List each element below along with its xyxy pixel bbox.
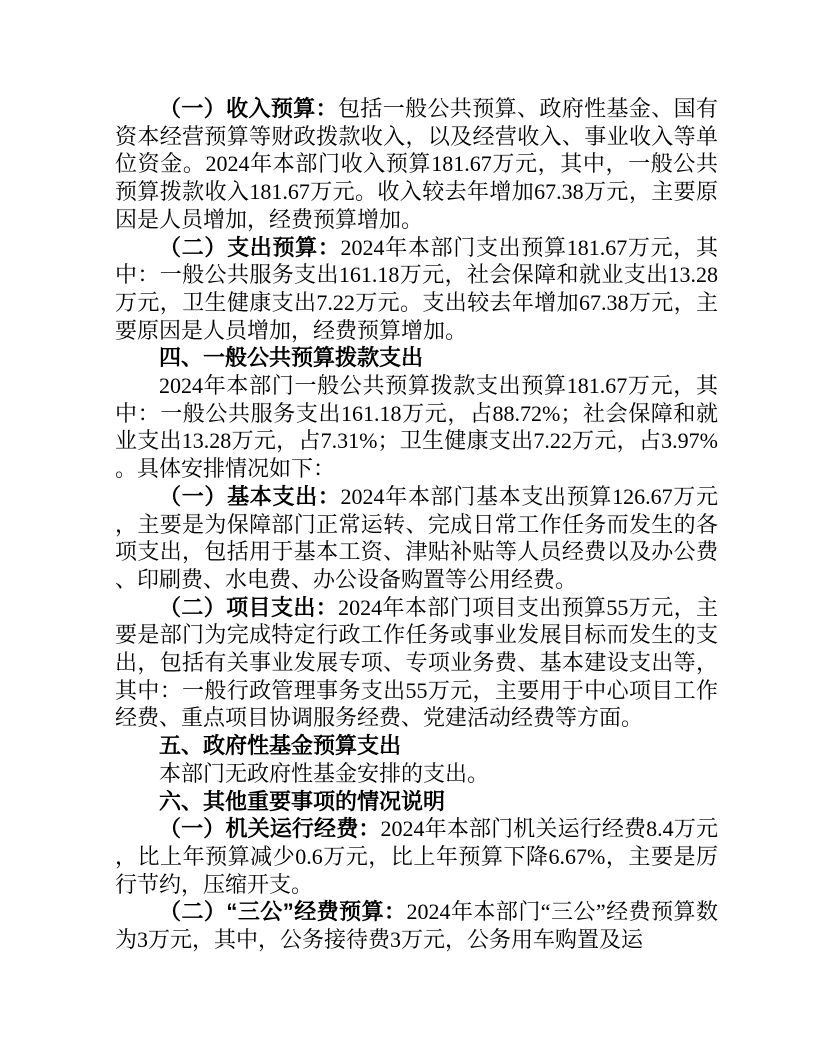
section-heading-government-fund: 五、政府性基金预算支出: [159, 733, 402, 759]
paragraph-text-expenditure-budget: 2024年本部门支出预算181.67万元，其中：一般公共服务支出161.18万元，社会保障和就业支出13.28万元，卫生健康支出7.22万元。支出较去年增加67.38万元，主要原因是人员增加，经费预算增加。: [115, 234, 718, 343]
paragraph-expenditure-budget: [115, 234, 718, 345]
paragraph-basic-expenditure: [115, 483, 718, 594]
paragraph-text-project-expenditure: 2024年本部门项目支出预算55万元，主要是部门为完成特定行政工作任务或事业发展目标而发生的支出，包括有关事业发展专项、专项业务费、基本建设支出等，其中：一般行政管理事务支出55万元，主要用于中心项目工作经费、重点项目协调服务经费、党建活动经费等方面。: [115, 594, 718, 731]
paragraph-text-income-budget: 包括一般公共预算、政府性基金、国有资本经营预算等财政拨款收入，以及经营收入、事业收入等单位资金。2024年本部门收入预算181.67万元，其中，一般公共预算拨款收入181.67万元。收入较去年增加67.38万元，主要原因是人员增加，经费预算增加。: [115, 96, 718, 232]
paragraph-government-fund: 本部门无政府性基金安排的支出。: [159, 760, 490, 786]
paragraph-operating-funds: [115, 815, 718, 898]
paragraph-lead-expenditure-budget: （二）支出预算：: [159, 234, 341, 260]
section-heading-public-budget-expenditure: 四、一般公共预算拨款支出: [159, 345, 424, 371]
paragraph-text-operating-funds: 2024年本部门机关运行经费8.4万元，比上年预算减少0.6万元，比上年预算下降6.67%，主要是厉行节约，压缩开支。: [115, 816, 718, 897]
section-heading-other-matters: 六、其他重要事项的情况说明: [159, 788, 446, 814]
paragraph-public-budget-detail: 2024年本部门一般公共预算拨款支出预算181.67万元，其中：一般公共服务支出161.18万元，占88.72%；社会保障和就业支出13.28万元，占7.31%；卫生健康支出7.22万元，占3.97%。具体安排情况如下：: [115, 373, 718, 482]
paragraph-text-three-public-funds: 2024年本部门“三公”经费预算数为3万元，其中，公务接待费3万元，公务用车购置及运: [115, 899, 718, 953]
paragraph-three-public-funds: [115, 898, 718, 953]
paragraph-lead-income-budget: （一）收入预算：: [159, 96, 338, 121]
paragraph-lead-project-expenditure: （二）项目支出：: [159, 594, 339, 620]
paragraph-lead-operating-funds: （一）机关运行经费：: [159, 816, 381, 842]
paragraph-lead-basic-expenditure: （一）基本支出：: [159, 483, 341, 509]
paragraph-project-expenditure: [115, 594, 718, 733]
paragraph-income-budget: [115, 95, 718, 234]
paragraph-lead-three-public-funds: （二）“三公”经费预算：: [159, 899, 407, 925]
paragraph-text-basic-expenditure: 2024年本部门基本支出预算126.67万元，主要是为保障部门正常运转、完成日常工作任务而发生的各项支出，包括用于基本工资、津贴补贴等人员经费以及办公费、印刷费、水电费、办公设备购置等公用经费。: [115, 483, 718, 592]
